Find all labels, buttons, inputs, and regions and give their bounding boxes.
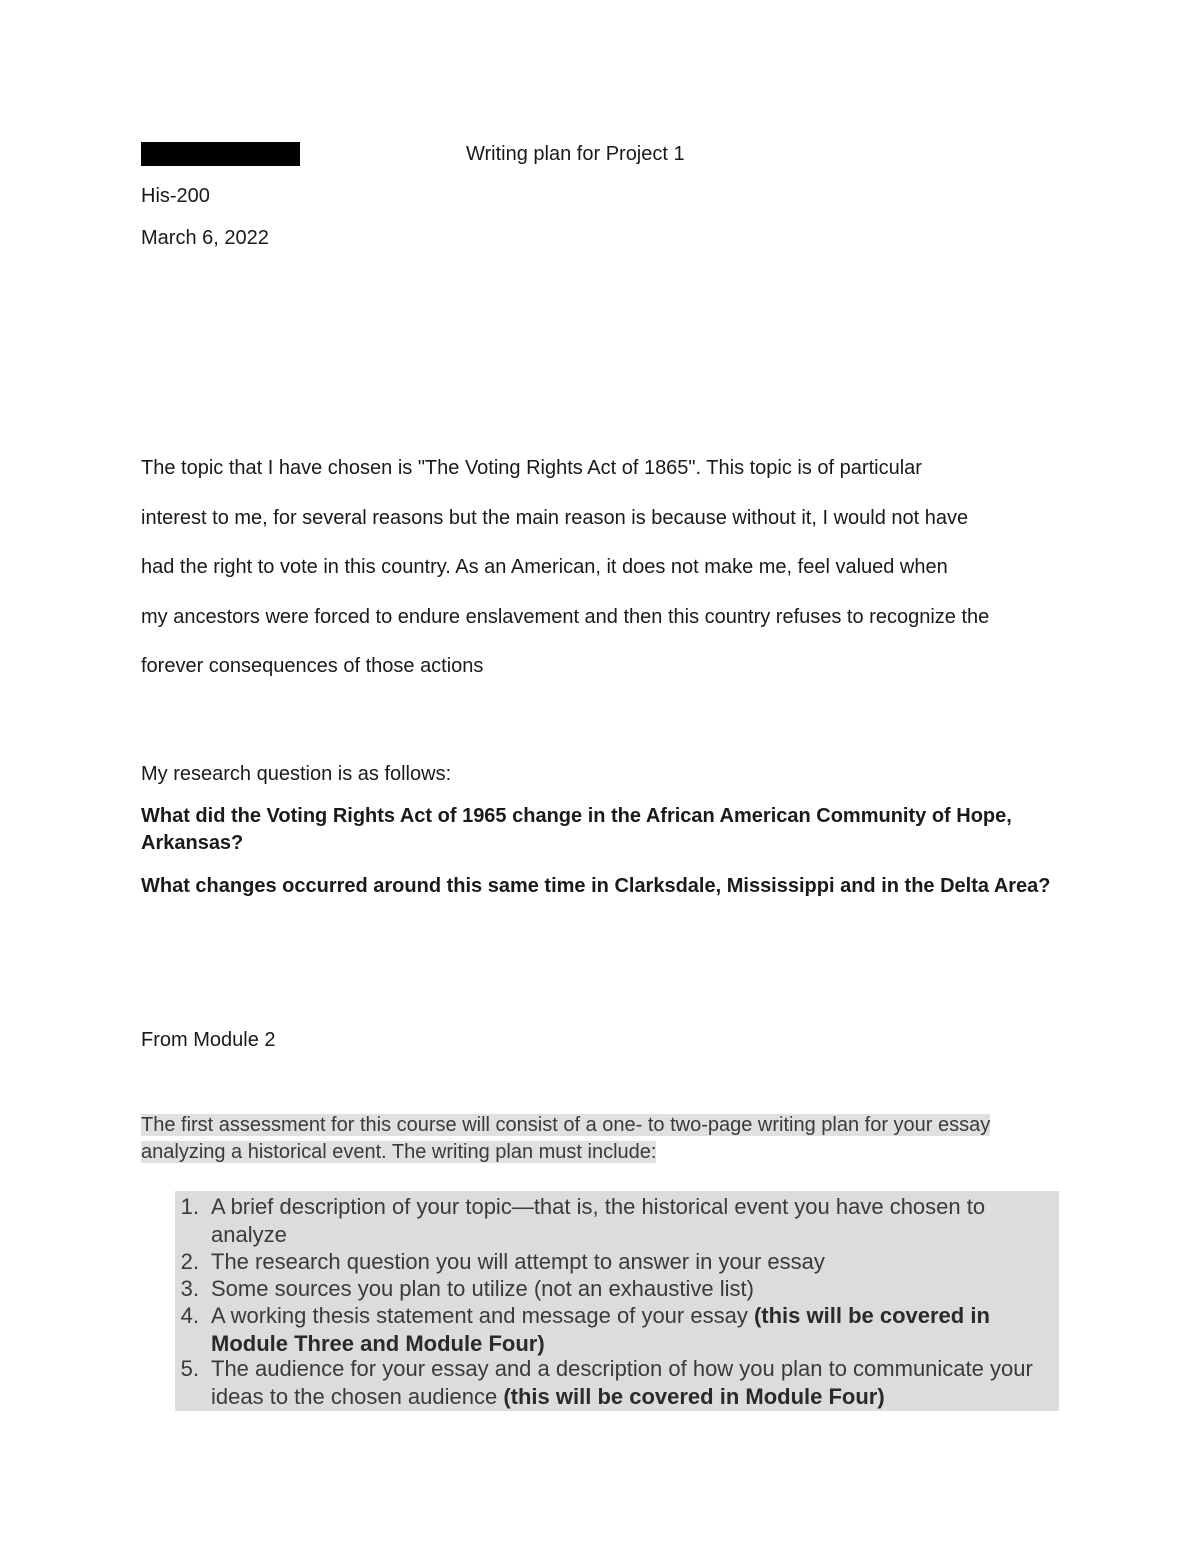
paragraph-line: The topic that I have chosen is "The Voting Rights Act of 1865". This topic is of particular	[141, 457, 922, 479]
list-text: The research question you will attempt to answer in your essay	[211, 1249, 825, 1274]
paragraph-line: interest to me, for several reasons but the main reason is because without it, I would not have	[141, 506, 969, 529]
list-number: 3.	[180, 1276, 199, 1301]
list-text: The audience for your essay and a description of how you plan to communicate your ideas to the chosen audience (this will be covered in Module Four)	[211, 1356, 1033, 1409]
list-text: Some sources you plan to utilize (not an exhaustive list)	[211, 1276, 754, 1301]
paragraph-line: forever consequences of those actions	[141, 655, 484, 678]
list-text: A brief description of your topic—that is, the historical event you have chosen to analyze	[211, 1194, 986, 1247]
paragraph-line: my ancestors were forced to endure enslavement and then this country refuses to recognize the	[141, 605, 990, 628]
redacted-name-block	[141, 142, 300, 166]
document-date: March 6, 2022	[141, 227, 269, 249]
course-code: His-200	[141, 185, 210, 207]
list-number: 4.	[180, 1303, 199, 1328]
list-number: 1.	[180, 1194, 199, 1219]
assessment-text: The first assessment for this course will consist of a one- to two-page writing plan for your essay analyzing a historical event. The writing plan must include:	[141, 1114, 991, 1163]
research-question-intro: My research question is as follows:	[141, 763, 452, 785]
list-number: 5.	[180, 1356, 199, 1381]
research-question-1: What did the Voting Rights Act of 1965 change in the African American Community of Hope, Arkansas?	[141, 805, 1012, 854]
topic-paragraph	[141, 455, 1071, 703]
list-number: 2.	[180, 1249, 199, 1274]
research-question-2: What changes occurred around this same time in Clarksdale, Mississippi and in the Delta Area?	[141, 875, 1051, 897]
paragraph-line: had the right to vote in this country. As an American, it does not make me, feel valued when	[141, 556, 948, 579]
list-text: A working thesis statement and message of your essay (this will be covered in Module Three and Module Four)	[211, 1303, 990, 1356]
assessment-description	[141, 1112, 1071, 1166]
document-title: Writing plan for Project 1	[466, 143, 685, 165]
module-heading: From Module 2	[141, 1029, 276, 1051]
